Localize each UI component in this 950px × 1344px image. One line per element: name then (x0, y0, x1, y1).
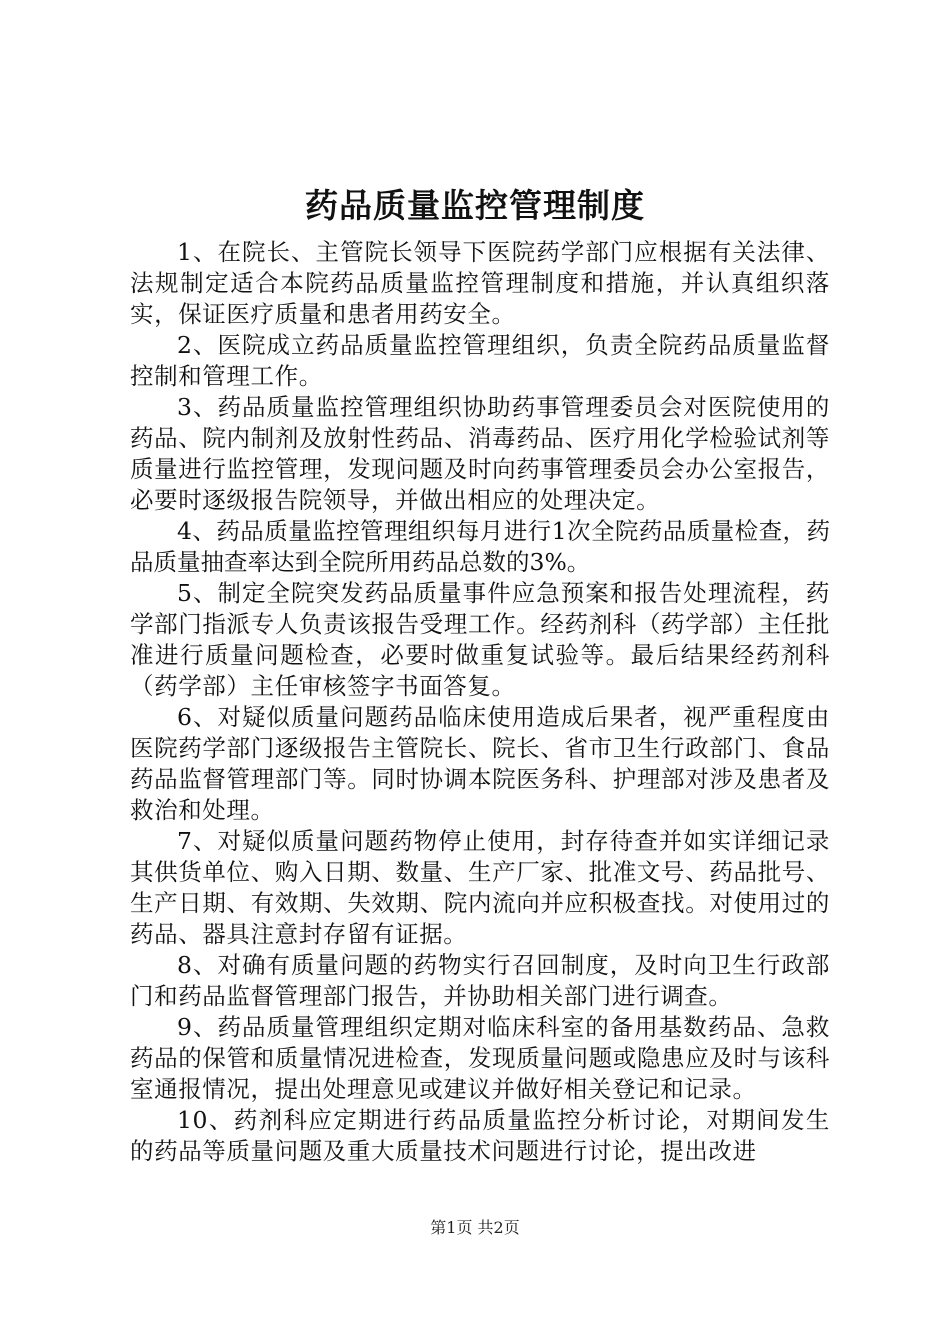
paragraph-9: 9、药品质量管理组织定期对临床科室的备用基数药品、急救药品的保管和质量情况进检查，发现质量问题或隐患应及时与该科室通报情况，提出处理意见或建议并做好相关登记和记录。 (130, 1013, 830, 1103)
paragraph-3: 3、药品质量监控管理组织协助药事管理委员会对医院使用的药品、院内制剂及放射性药品、消毒药品、医疗用化学检验试剂等质量进行监控管理，发现问题及时向药事管理委员会办公室报告，必要时逐级报告院领导，并做出相应的处理决定。 (130, 393, 830, 514)
paragraph-4: 4、药品质量监控管理组织每月进行1次全院药品质量检查，药品质量抽查率达到全院所用药品总数的3%。 (130, 517, 830, 576)
paragraph-6: 6、对疑似质量问题药品临床使用造成后果者，视严重程度由医院药学部门逐级报告主管院长、院长、省市卫生行政部门、食品药品监督管理部门等。同时协调本院医务科、护理部对涉及患者及救治和处理。 (130, 703, 830, 824)
paragraph-2: 2、医院成立药品质量监控管理组织，负责全院药品质量监督控制和管理工作。 (130, 331, 830, 390)
paragraph-1: 1、在院长、主管院长领导下医院药学部门应根据有关法律、法规制定适合本院药品质量监控管理制度和措施，并认真组织落实，保证医疗质量和患者用药安全。 (130, 238, 830, 328)
page-footer: 第1页 共2页 (430, 1218, 520, 1237)
paragraph-5: 5、制定全院突发药品质量事件应急预案和报告处理流程，药学部门指派专人负责该报告受理工作。经药剂科（药学部）主任批准进行质量问题检查，必要时做重复试验等。最后结果经药剂科（药学部）主任审核签字书面答复。 (130, 579, 830, 700)
paragraph-7: 7、对疑似质量问题药物停止使用，封存待查并如实详细记录其供货单位、购入日期、数量、生产厂家、批准文号、药品批号、生产日期、有效期、失效期、院内流向并应积极查找。对使用过的药品、器具注意封存留有证据。 (130, 827, 830, 948)
document-title: 药品质量监控管理制度 (305, 186, 645, 225)
document-body (130, 237, 830, 1167)
paragraph-10: 10、药剂科应定期进行药品质量监控分析讨论，对期间发生的药品等质量问题及重大质量技术问题进行讨论，提出改进 (130, 1106, 830, 1165)
paragraph-8: 8、对确有质量问题的药物实行召回制度，及时向卫生行政部门和药品监督管理部门报告，并协助相关部门进行调查。 (130, 951, 830, 1010)
